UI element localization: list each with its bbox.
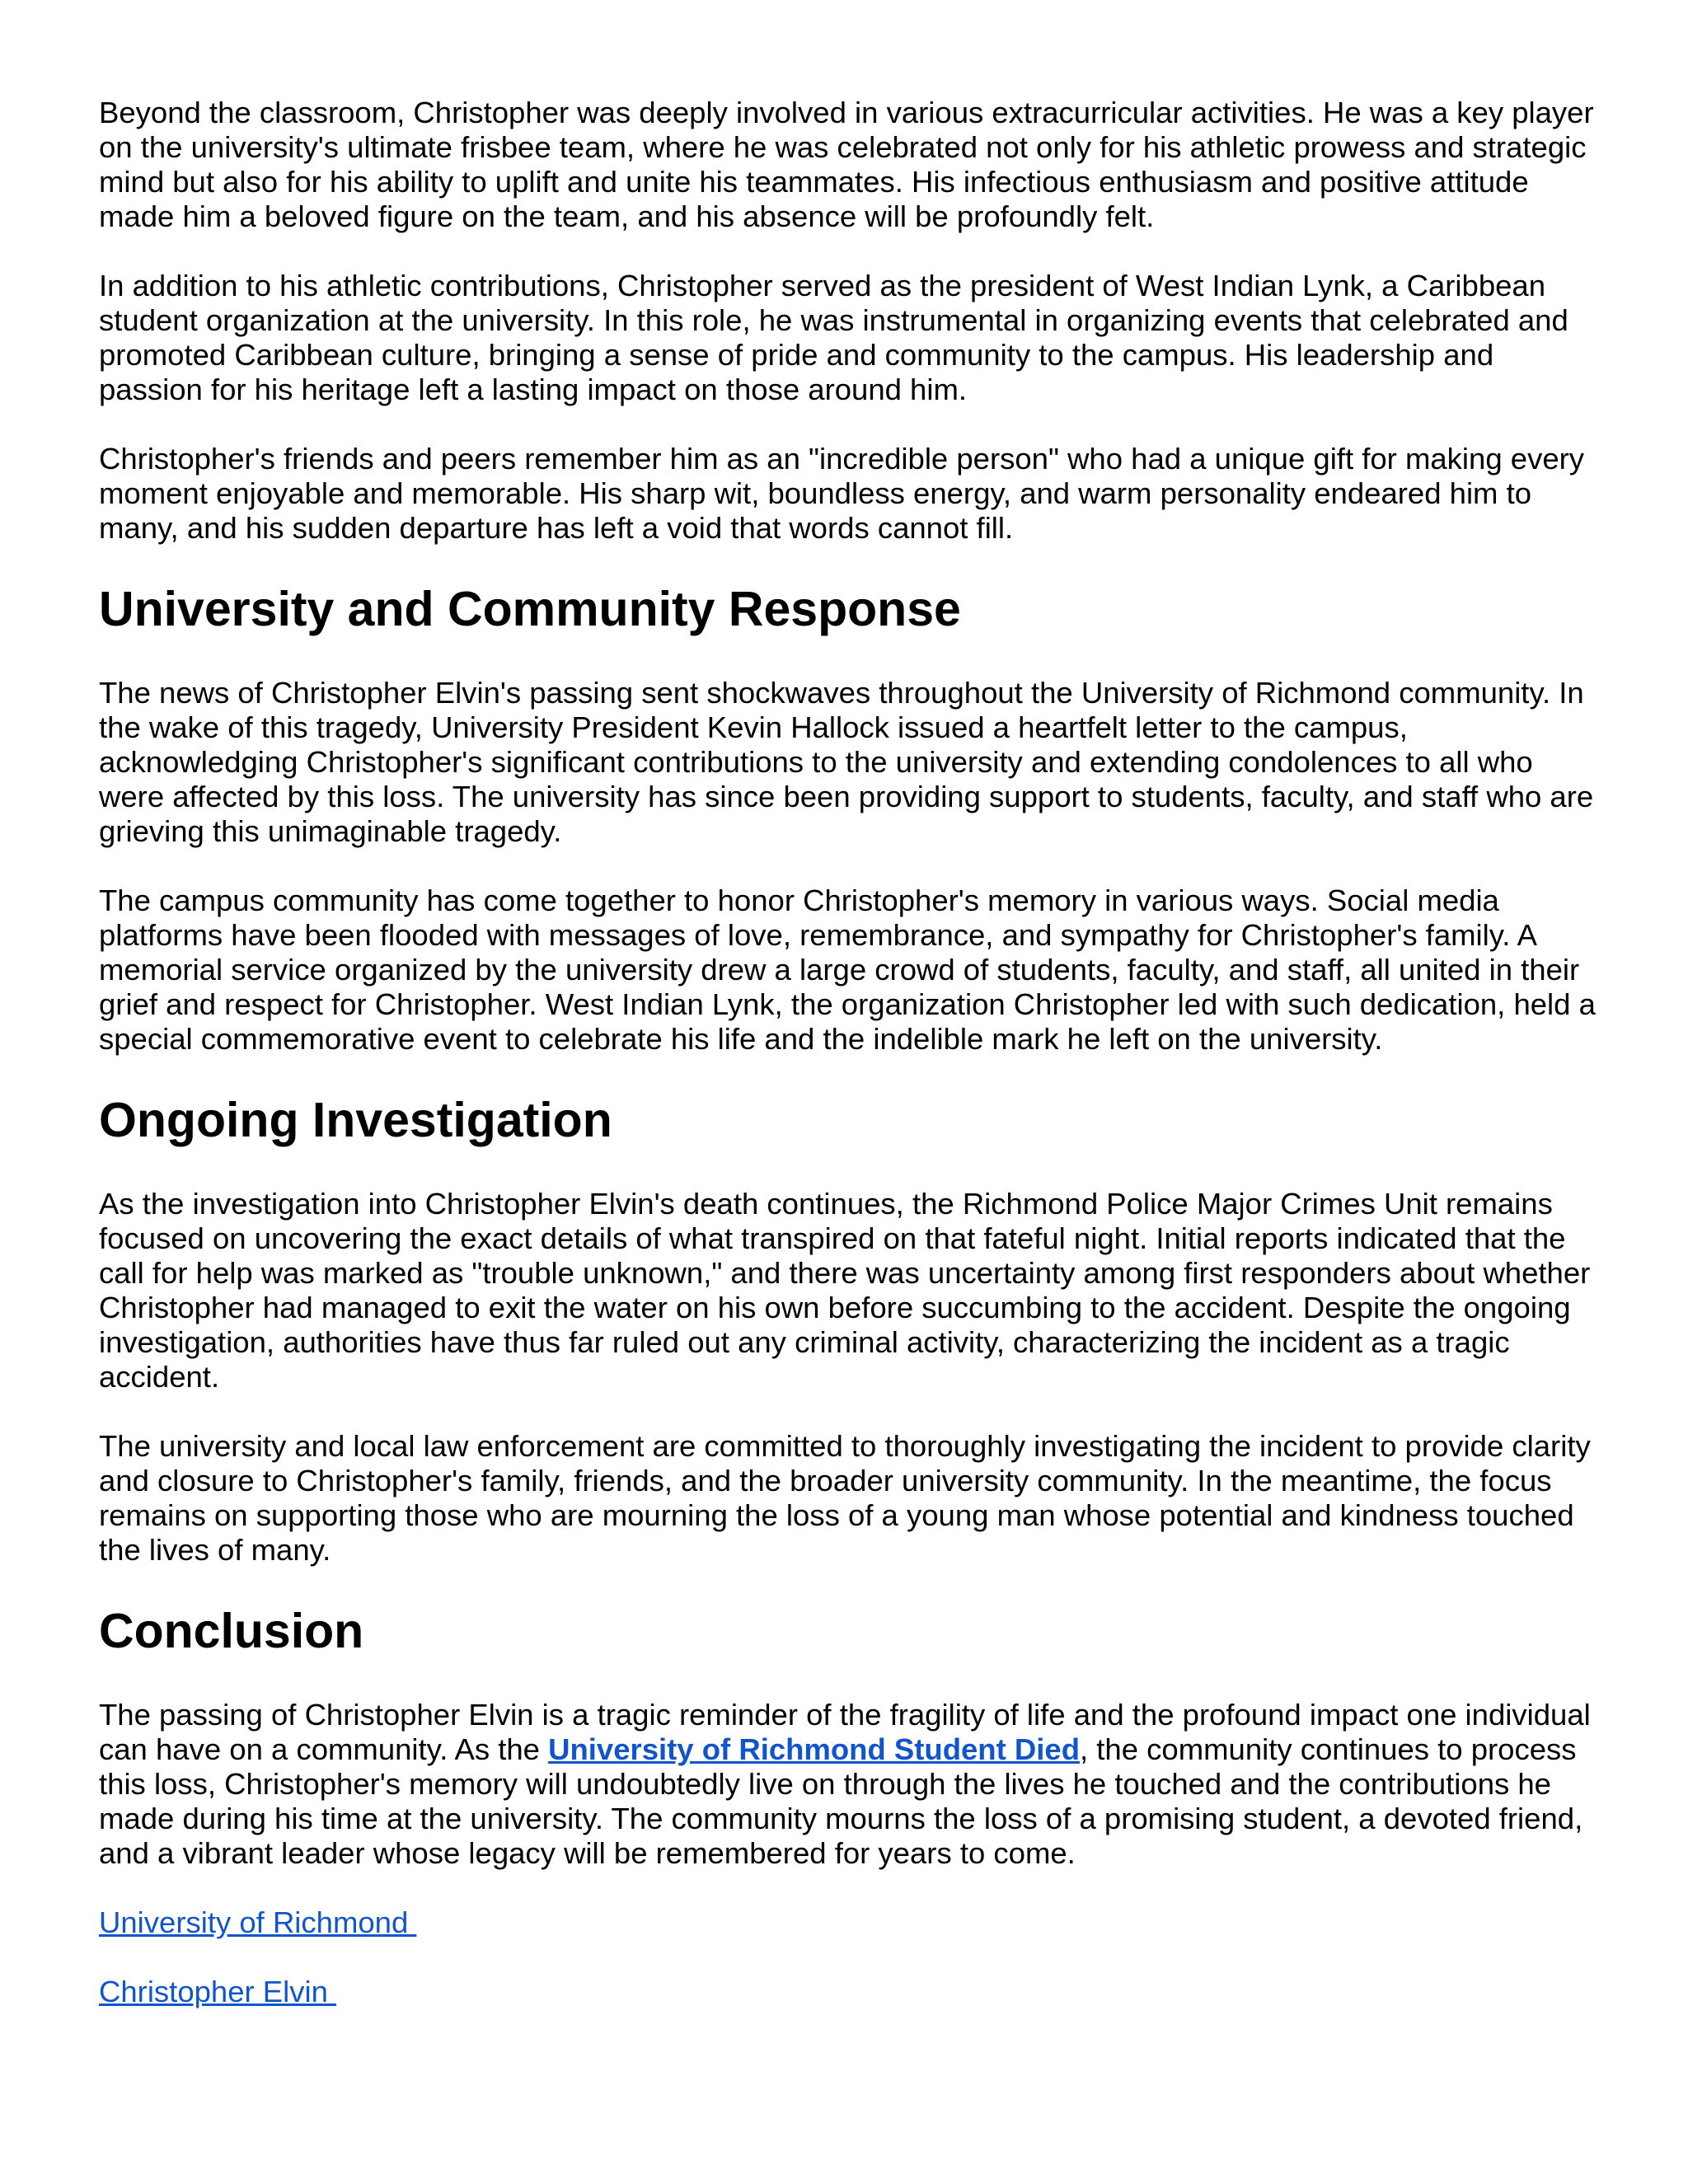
article-body	[99, 96, 1599, 2044]
paragraph-extracurricular: Beyond the classroom, Christopher was deeply involved in various extracurricular activities. He was a key player on the university's ultimate frisbee team, where he was celebrated not only for his athletic prowess and strategic mind but also for his ability to uplift and unite his teammates. His infectious enthusiasm and positive attitude made him a beloved figure on the team, and his absence will be profoundly felt.	[99, 96, 1594, 233]
conclusion-text-after: , the community continues to process this loss, Christopher's memory will undoubtedly live on through the lives he touched and the contributions he made during his time at the university. The community mourns the loss of a promising student, a devoted friend, and a vibrant leader whose legacy will be remembered for years to come.	[99, 1732, 1583, 1870]
paragraph-investigation-details: As the investigation into Christopher Elvin's death continues, the Richmond Police Major Crimes Unit remains focused on uncovering the exact details of what transpired on that fateful night. Initial reports indicated that the call for help was marked as "trouble unknown," and there was uncertainty among first responders about whether Christopher had managed to exit the water on his own before succumbing to the accident. Despite the ongoing investigation, authorities have thus far ruled out any criminal activity, characterizing the incident as a tragic accident.	[99, 1187, 1591, 1394]
paragraph-campus-honor: The campus community has come together to honor Christopher's memory in various ways. Social media platforms have been flooded with messages of love, remembrance, and sympathy for Christopher's family. A memorial service organized by the university drew a large crowd of students, faculty, and staff, all united in their grief and respect for Christopher. West Indian Lynk, the organization Christopher led with such dedication, held a special commemorative event to celebrate his life and the indelible mark he left on the university.	[99, 883, 1596, 1056]
heading-conclusion: Conclusion	[99, 1604, 364, 1658]
christopher-elvin-link[interactable]: Christopher Elvin	[99, 1975, 337, 2008]
heading-community-response: University and Community Response	[99, 582, 961, 636]
paragraph-west-indian-lynk: In addition to his athletic contributions, Christopher served as the president of West Indian Lynk, a Caribbean student organization at the university. In this role, he was instrumental in organizing events that celebrated and promoted Caribbean culture, bringing a sense of pride and community to the campus. His leadership and passion for his heritage left a lasting impact on those around him.	[99, 269, 1568, 406]
paragraph-news-shockwaves: The news of Christopher Elvin's passing sent shockwaves throughout the University of Richmond community. In the wake of this tragedy, University President Kevin Hallock issued a heartfelt letter to the campus, acknowledging Christopher's significant contributions to the university and extending condolences to all who were affected by this loss. The university has since been providing support to students, faculty, and staff who are grieving this unimaginable tragedy.	[99, 676, 1594, 848]
heading-ongoing-investigation: Ongoing Investigation	[99, 1093, 612, 1147]
tag-link-row-1	[99, 1905, 1599, 1940]
paragraph-friends-remember: Christopher's friends and peers remember him as an "incredible person" who had a unique gift for making every moment enjoyable and memorable. His sharp wit, boundless energy, and warm personality endeared him to many, and his sudden departure has left a void that words cannot fill.	[99, 442, 1585, 545]
paragraph-conclusion	[99, 1698, 1599, 1871]
conclusion-text-before: The passing of Christopher Elvin is a tragic reminder of the fragility of life and the profound impact one individual can have on a community. As the	[99, 1698, 1591, 1766]
paragraph-law-enforcement: The university and local law enforcement are committed to thoroughly investigating the incident to provide clarity and closure to Christopher's family, friends, and the broader university community. In the meantime, the focus remains on supporting those who are mourning the loss of a young man whose potential and kindness touched the lives of many.	[99, 1429, 1591, 1567]
university-of-richmond-link[interactable]: University of Richmond	[99, 1905, 417, 1939]
tag-link-row-2	[99, 1975, 1599, 2009]
student-died-link[interactable]: University of Richmond Student Died	[548, 1732, 1080, 1766]
